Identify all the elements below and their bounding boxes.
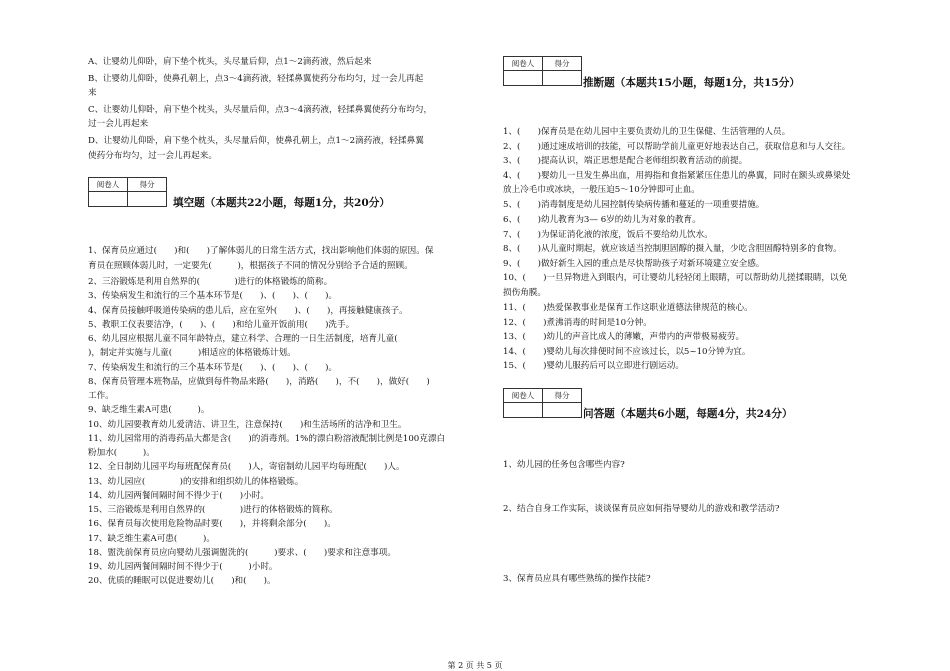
score-table-judgment — [503, 56, 582, 86]
option-a: A、让婴幼儿仰卧，肩下垫个枕头，头尽量后仰，点1～2滴药液，然后起来 — [88, 57, 372, 67]
score-label: 得分 — [128, 178, 167, 192]
score-cell[interactable] — [543, 71, 582, 86]
option-c: C、让婴幼儿仰卧，肩下垫个枕头，头尽量后仰，点3～4滴药液，轻揉鼻翼使药分布均匀， — [88, 105, 433, 115]
judgment-line: 12、( )煮沸消毒的时间是10分钟。 — [503, 318, 652, 328]
score-label: 得分 — [543, 389, 582, 403]
judgment-line: 6、( )幼儿教育为3— 6岁的幼儿为对象的教育。 — [503, 215, 701, 225]
question-line: 16、保育员每次使用危险物品时要( )，并将剩余部分( )。 — [88, 519, 336, 529]
question-line: 15、三浴锻炼是利用自然界的( )进行的体格锻炼的简称。 — [88, 505, 338, 515]
section-title-judgment: 推断题（本题共15小题，每题1分，共15分） — [583, 77, 800, 89]
qa-question: 1、幼儿园的任务包含哪些内容? — [503, 460, 625, 470]
option-b-cont: 来 — [88, 88, 97, 98]
judgment-line: 3、( )提高认识，端正思想是配合老师组织教育活动的前提。 — [503, 156, 748, 166]
judgment-line: 4、( )婴幼儿一旦发生鼻出血，用拇指和食指紧紧压住患儿的鼻翼，同时在额头或鼻梁处 — [503, 171, 851, 181]
judgment-line: 15、( )婴幼儿服药后可以立即进行剧运动。 — [503, 361, 684, 371]
question-line: )，制定并实施与儿童( )相适应的体格锻炼计划。 — [88, 348, 296, 358]
question-line: 5、教职工仪表要洁净，( )、( )和给儿童开饭前用( )洗手。 — [88, 320, 355, 330]
judgment-line: 14、( )婴幼儿每次排便时间不应该过长，以5~10分钟为宜。 — [503, 347, 751, 357]
question-line: 7、传染病发生和流行的三个基本环节是( )、( )、( )。 — [88, 363, 338, 373]
question-line: 20、优质的睡眠可以促进婴幼儿( )和( )。 — [88, 576, 276, 586]
question-line: 6、幼儿园应根据儿童不同年龄特点，建立科学、合理的一日生活制度，培育儿童( — [88, 334, 415, 344]
section-title-qa: 问答题（本题共6小题，每题4分，共24分） — [583, 408, 793, 420]
question-line: 19、幼儿园两餐间隔时间不得少于( )小时。 — [88, 562, 278, 572]
score-table-fill — [88, 177, 167, 207]
reviewer-cell[interactable] — [89, 192, 128, 207]
judgment-line: 放上冷毛巾或冰块，一般压迫5～10分钟即可止血。 — [503, 185, 700, 195]
question-line: 粉加水( )。 — [88, 448, 155, 458]
question-line: 3、传染病发生和流行的三个基本环节是( )、( )、( )。 — [88, 291, 338, 301]
judgment-line: 损伤角膜。 — [503, 288, 546, 298]
question-line: 8、保育员管理本班物品，应做到每件物品来路( )，消路( )，不( )，做好( ) — [88, 377, 430, 387]
judgment-line: 10、( )一旦异物进入到眼内，可让婴幼儿轻轻闭上眼睛，可以帮助幼儿搓揉眼睛，以免 — [503, 273, 848, 283]
question-line: 4、保育员接触呼吸道传染病的患儿后，应在室外( )、( )，再接触健康孩子。 — [88, 306, 408, 316]
question-line: 14、幼儿园两餐间隔时间不得少于( )小时。 — [88, 491, 269, 501]
judgment-line: 9、( )做好新生入园的重点是尽快帮助孩子对新环境建立安全感。 — [503, 259, 765, 269]
judgment-line: 13、( )幼儿的声音比成人的薄嫩，声带内的声带极易疲劳。 — [503, 332, 745, 342]
judgment-line: 1、( )保育员是在幼儿园中主要负责幼儿的卫生保健、生活管理的人员。 — [503, 127, 791, 137]
question-line: 10、幼儿园要教育幼儿爱清洁、讲卫生，注意保持( )和生活场所的洁净和卫生。 — [88, 420, 407, 430]
question-line: 9、缺乏维生素A可患( )。 — [88, 405, 210, 415]
question-line: 工作。 — [88, 391, 114, 401]
qa-question: 2、结合自身工作实际，谈谈保育员应如何指导婴幼儿的游戏和教学活动? — [503, 504, 780, 514]
qa-question: 3、保育员应具有哪些熟练的操作技能? — [503, 574, 651, 584]
judgment-line: 2、( )通过速成培训的技能，可以帮助学前儿童更好地表达自己，获取信息和与人交往。 — [503, 142, 851, 152]
judgment-line: 8、( )从儿童时期起，就应该适当控制胆固醇的摄入量，少吃含胆固醇特别多的食物。 — [503, 244, 842, 254]
section-title-fill-in: 填空题（本题共22小题，每题1分，共20分） — [173, 197, 390, 209]
option-b: B、让婴幼儿仰卧，使鼻孔朝上，点3～4滴药液，轻揉鼻翼使药分布均匀，过一会儿再起 — [88, 74, 424, 84]
question-line: 育员在照顾体弱儿时，一定要先( )，根据孩子不同的情况分别给予合适的照顾。 — [88, 261, 413, 271]
score-label: 得分 — [543, 57, 582, 71]
reviewer-label: 阅卷人 — [89, 178, 128, 192]
question-line: 17、缺乏维生素A可患( )。 — [88, 534, 215, 544]
question-line: 13、幼儿园应( )的安排和组织幼儿的体格锻炼。 — [88, 477, 304, 487]
judgment-line: 11、( )热爱保教事业是保育工作这职业道德法律规范的核心。 — [503, 303, 753, 313]
judgment-line: 5、( )消毒制度是幼儿园控制传染病传播和蔓延的一项重要措施。 — [503, 200, 765, 210]
question-line: 1、保育员应通过( )和( )了解体弱儿的日常生活方式，找出影响他们体弱的原因。保 — [88, 246, 434, 256]
reviewer-label: 阅卷人 — [504, 389, 543, 403]
score-table-qa — [503, 388, 582, 418]
option-d-cont: 使药分布均匀，过一会儿再起来。 — [88, 151, 217, 161]
score-cell[interactable] — [128, 192, 167, 207]
question-line: 12、全日制幼儿园平均每班配保育员( )人，寄宿制幼儿园平均每班配( )人。 — [88, 462, 405, 472]
question-line: 2、三浴锻炼是利用自然界的( )进行的体格锻炼的简称。 — [88, 277, 333, 287]
option-c-cont: 过一会儿再起来 — [88, 119, 149, 129]
reviewer-cell[interactable] — [504, 403, 543, 418]
reviewer-cell[interactable] — [504, 71, 543, 86]
page-footer: 第 2 页 共 5 页 — [447, 661, 503, 670]
question-line: 11、幼儿园常用的消毒药品大都是含( )的消毒剂。1%的漂白粉溶液配制比例是100克漂白 — [88, 434, 446, 444]
question-line: 18、盥洗前保育员应向婴幼儿强调盥洗的( )要求、( )要求和注意事项。 — [88, 548, 396, 558]
score-cell[interactable] — [543, 403, 582, 418]
option-d: D、让婴幼儿仰卧，肩下垫个枕头，头尽量后仰，使鼻孔朝上，点1～2滴药液，轻揉鼻翼 — [88, 136, 424, 146]
judgment-line: 7、( )为保证消化液的浓度，饭后不要给幼儿饮水。 — [503, 230, 713, 240]
reviewer-label: 阅卷人 — [504, 57, 543, 71]
